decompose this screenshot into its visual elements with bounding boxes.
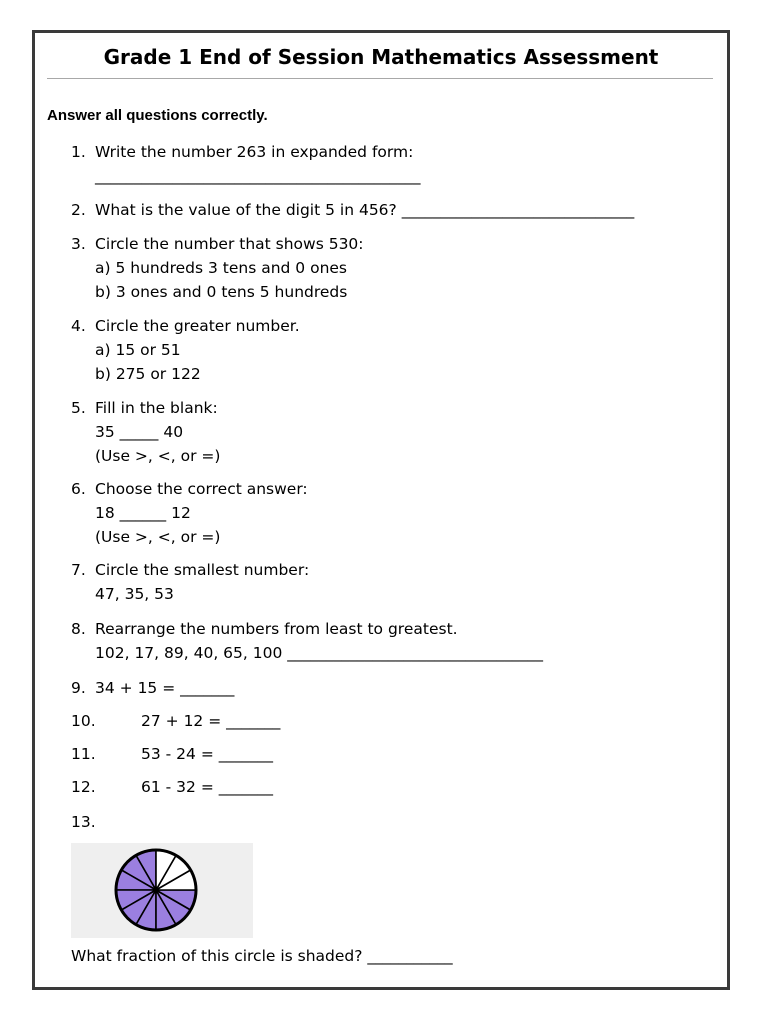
pie-center-dot: [153, 887, 160, 894]
pie-image: [71, 843, 253, 938]
answer-blank[interactable]: 18 ______ 12: [95, 504, 191, 522]
question-number: 1.: [71, 143, 86, 161]
option-b[interactable]: b) 3 ones and 0 tens 5 hundreds: [95, 283, 348, 301]
question-text: Rearrange the numbers from least to greatest.: [95, 620, 458, 638]
number-options[interactable]: 47, 35, 53: [95, 585, 174, 603]
question-number: 12.: [71, 778, 96, 796]
fraction-question[interactable]: What fraction of this circle is shaded? ___________: [71, 947, 453, 965]
title-divider: [47, 78, 713, 79]
option-a[interactable]: a) 15 or 51: [95, 341, 181, 359]
question-number: 3.: [71, 235, 86, 253]
question-text: Circle the greater number.: [95, 317, 300, 335]
question-text: Choose the correct answer:: [95, 480, 308, 498]
answer-blank[interactable]: 102, 17, 89, 40, 65, 100 _________________________________: [95, 644, 544, 662]
question-number: 13.: [71, 813, 96, 831]
answer-blank[interactable]: 35 _____ 40: [95, 423, 184, 441]
question-text: Write the number 263 in expanded form:: [95, 143, 414, 161]
answer-blank[interactable]: 61 - 32 = _______: [141, 778, 273, 796]
instructions: Answer all questions correctly.: [47, 107, 268, 124]
question-text: Circle the number that shows 530:: [95, 235, 364, 253]
question-hint: (Use >, <, or =): [95, 528, 221, 546]
question-text: Fill in the blank:: [95, 399, 218, 417]
question-number: 6.: [71, 480, 86, 498]
question-number: 10.: [71, 712, 96, 730]
page-title: Grade 1 End of Session Mathematics Assessment: [103, 45, 659, 69]
question-hint: (Use >, <, or =): [95, 447, 221, 465]
question-number: 5.: [71, 399, 86, 417]
question-number: 2.: [71, 201, 86, 219]
answer-blank[interactable]: 27 + 12 = _______: [141, 712, 281, 730]
answer-blank[interactable]: __________________________________________: [95, 167, 421, 185]
answer-blank[interactable]: 53 - 24 = _______: [141, 745, 273, 763]
question-number: 9.: [71, 679, 86, 697]
question-number: 8.: [71, 620, 86, 638]
worksheet-frame: [32, 30, 730, 990]
pie-circle-graphic: [71, 843, 253, 938]
question-number: 11.: [71, 745, 96, 763]
question-number: 4.: [71, 317, 86, 335]
option-a[interactable]: a) 5 hundreds 3 tens and 0 ones: [95, 259, 348, 277]
answer-blank[interactable]: 34 + 15 = _______: [95, 679, 235, 697]
question-text: What is the value of the digit 5 in 456? ______________________________: [95, 201, 635, 219]
question-text: Circle the smallest number:: [95, 561, 310, 579]
option-b[interactable]: b) 275 or 122: [95, 365, 201, 383]
question-number: 7.: [71, 561, 86, 579]
